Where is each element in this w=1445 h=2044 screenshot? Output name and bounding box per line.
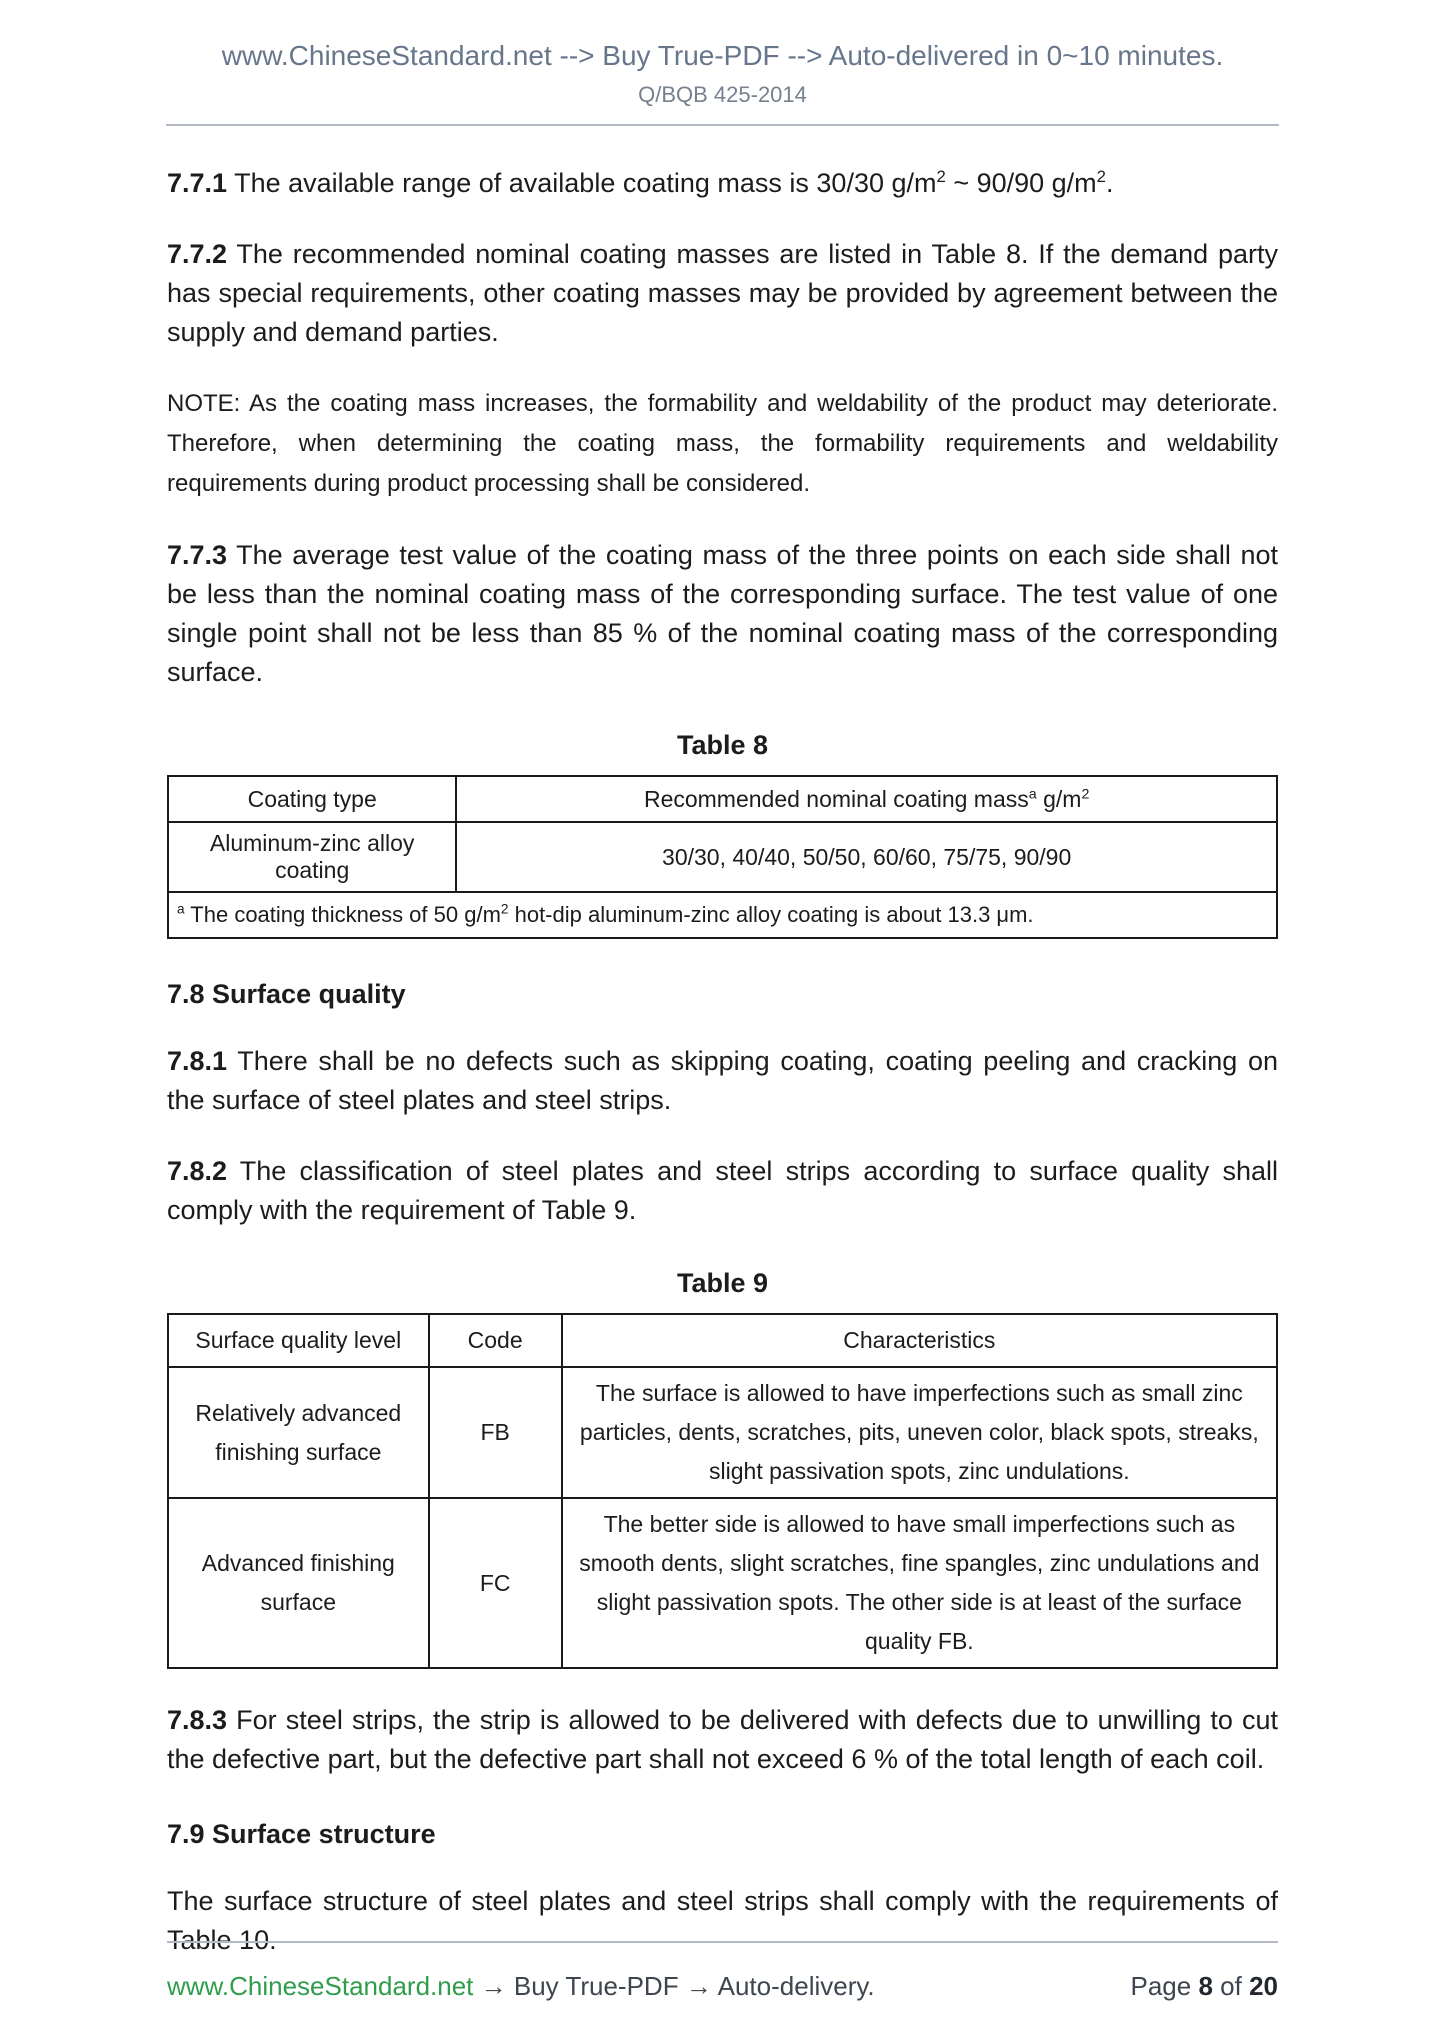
page-content (0, 126, 1445, 1960)
table9-title: Table 9 (676, 1268, 769, 1298)
clause-number: 7.7.2 (167, 239, 228, 269)
footer-divider (167, 1941, 1278, 1943)
para-text: The recommended nominal coating masses are listed in Table 8. If the demand party has special requirements, other coating masses may be provided by agreement between the supply and demand parties. (167, 239, 1278, 347)
table8-header-row (168, 776, 1277, 822)
para-text: The average test value of the coating mass of the three points on each side shall not be less than the nominal coating mass of the corresponding surface. The test value of one single point shall not be less than 85 % of the nominal coating mass of the corresponding surface. (167, 540, 1278, 687)
clause-number: 7.8.1 (167, 1046, 228, 1076)
superscript-2: 2 (500, 901, 509, 917)
footnote-text: hot-dip aluminum-zinc alloy coating is about 13.3 μm. (508, 902, 1034, 927)
table9-characteristics-cell: The surface is allowed to have imperfections such as small zinc particles, dents, scratches, pits, uneven color, black spots, streaks, slight passivation spots, zinc undulations. (562, 1367, 1277, 1498)
para-7-8-3 (167, 1701, 1278, 1779)
footnote-marker-a: a (1028, 785, 1037, 802)
footer-delivery-text: Auto-delivery. (717, 1971, 875, 2001)
page-label: Page (1130, 1971, 1192, 2001)
page-total: 20 (1249, 1971, 1278, 2001)
table8-header-coating-type: Coating type (168, 776, 456, 822)
table9-row-fb (168, 1367, 1277, 1498)
arrow-icon: → (480, 1971, 507, 2001)
note-paragraph: NOTE: As the coating mass increases, the formability and weldability of the product may deteriorate. Therefore, when determining the coating mass, the formability requirements and weldability requirements during product processing shall be considered. (167, 390, 1278, 497)
table9-row-fc (168, 1498, 1277, 1668)
para-7-7-2 (167, 235, 1278, 352)
para-text: . (1105, 168, 1114, 198)
table9-code-cell: FC (429, 1498, 562, 1668)
of-label: of (1220, 1971, 1242, 2001)
page-current: 8 (1198, 1971, 1213, 2001)
footer-site-link[interactable]: www.ChineseStandard.net (167, 1971, 474, 2001)
clause-number: 7.7.3 (167, 540, 228, 570)
arrow-icon: → (685, 1971, 712, 2001)
table9-header-characteristics: Characteristics (562, 1314, 1277, 1367)
table8-data-row (168, 822, 1277, 892)
footer-row (167, 1971, 1278, 2002)
table9-characteristics-cell: The better side is allowed to have small imperfections such as smooth dents, slight scratches, fine spangles, zinc undulations and slight passivation spots. The other side is at least of the surface quality FB. (562, 1498, 1277, 1668)
para-7-9: The surface structure of steel plates and steel strips shall comply with the requirements of Table 10. (167, 1886, 1278, 1955)
table8-title: Table 8 (676, 730, 769, 760)
para-text: ~ 90/90 g/m (945, 168, 1097, 198)
page-indicator (1130, 1971, 1278, 2002)
table9-level-cell: Advanced finishing surface (168, 1498, 429, 1668)
table8-mass-values-cell: 30/30, 40/40, 50/50, 60/60, 75/75, 90/90 (456, 822, 1277, 892)
table9-code-cell: FB (429, 1367, 562, 1498)
footnote-marker-a: a (177, 901, 185, 917)
para-7-8-2 (167, 1152, 1278, 1230)
para-text: For steel strips, the strip is allowed to be delivered with defects due to unwilling to cut the defective part, but the defective part shall not exceed 6 % of the total length of each coil. (167, 1705, 1278, 1774)
para-text: The available range of available coating mass is 30/30 g/m (227, 168, 937, 198)
table9-header-row (168, 1314, 1277, 1367)
page-header (0, 0, 1445, 126)
heading-7-9: 7.9 Surface structure (167, 1819, 436, 1849)
header-text: Recommended nominal coating mass (643, 785, 1029, 812)
doc-number: Q/BQB 425-2014 (638, 82, 807, 107)
table9-level-cell: Relatively advanced finishing surface (168, 1367, 429, 1498)
para-text: The classification of steel plates and steel strips according to surface quality shall comply with the requirement of Table 9. (167, 1156, 1278, 1225)
table9-header-code: Code (429, 1314, 562, 1367)
footer-left (167, 1971, 875, 2002)
superscript-2: 2 (1081, 785, 1090, 802)
clause-number: 7.8.3 (167, 1705, 228, 1735)
heading-7-8: 7.8 Surface quality (167, 979, 406, 1009)
table-9 (167, 1313, 1278, 1669)
superscript-2: 2 (936, 167, 946, 186)
para-7-8-1 (167, 1042, 1278, 1120)
superscript-2: 2 (1096, 167, 1106, 186)
table8-footnote-row (168, 892, 1277, 938)
table-8 (167, 775, 1278, 939)
header-unit: g/m (1036, 785, 1082, 812)
para-text: There shall be no defects such as skipping coating, coating peeling and cracking on the surface of steel plates and steel strips. (167, 1046, 1278, 1115)
clause-number: 7.7.1 (167, 168, 228, 198)
table8-coating-type-cell: Aluminum-zinc alloy coating (168, 822, 456, 892)
para-7-7-1 (167, 164, 1278, 203)
page-footer (167, 1941, 1278, 2002)
header-tagline: www.ChineseStandard.net --> Buy True-PDF --> Auto-delivered in 0~10 minutes. (221, 40, 1224, 71)
table8-header-coating-mass (456, 776, 1277, 822)
table8-footnote-cell (168, 892, 1277, 938)
para-7-7-3 (167, 536, 1278, 692)
footer-buy-text: Buy True-PDF (513, 1971, 679, 2001)
clause-number: 7.8.2 (167, 1156, 228, 1186)
footnote-text: The coating thickness of 50 g/m (184, 902, 501, 927)
table9-header-surface-quality-level: Surface quality level (168, 1314, 429, 1367)
